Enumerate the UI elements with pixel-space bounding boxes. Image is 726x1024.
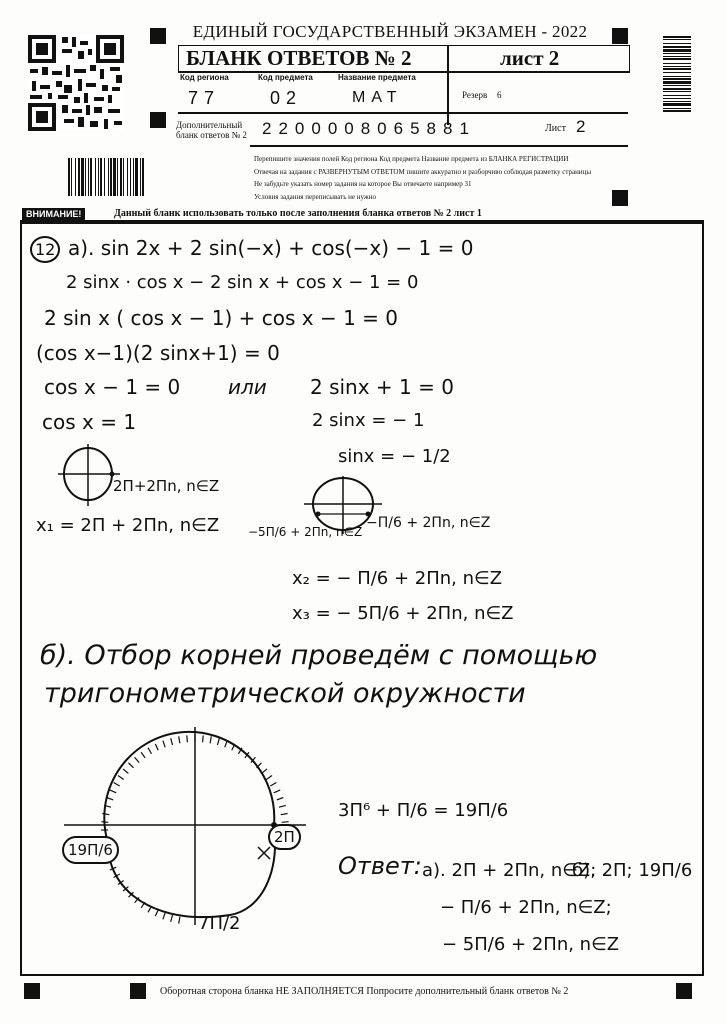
solution-or: или	[228, 375, 267, 399]
instruction-line: Не забудьте указать номер задания на которое Вы отвечаете например 31	[254, 180, 472, 188]
answer-line: − П/6 + 2Пn, n∈Z;	[440, 897, 612, 918]
instruction-line: Перепишите значения полей Код региона Код предмета Название предмета из БЛАНКА РЕГИСТРАЦИИ	[254, 155, 569, 163]
header-rule	[250, 145, 628, 147]
instruction-line: Условия задания переписывать не нужно	[254, 192, 376, 201]
answer-line: б). 2П; 19П/6	[572, 860, 693, 881]
root-label: 19П/6	[62, 836, 119, 864]
answer-line: − 5П/6 + 2Пn, n∈Z	[442, 934, 620, 955]
barcode-icon	[663, 36, 691, 138]
reserve-label: Резерв	[462, 90, 488, 100]
form-title: БЛАНК ОТВЕТОВ № 2	[186, 46, 412, 70]
solution-line: x₁ = 2П + 2Пn, n∈Z	[36, 515, 220, 536]
subject-name-label: Название предмета	[338, 73, 416, 82]
answer-line: а). 2П + 2Пn, n∈Z;	[422, 860, 597, 881]
unit-circle-sketch	[50, 440, 130, 510]
qr-code-icon	[28, 35, 124, 131]
extra-sheet-value: 2	[576, 117, 586, 136]
solution-line: 2 sinx = − 1	[312, 410, 425, 431]
instruction-line: Отвечая на задания с РАЗВЕРНУТЫМ ОТВЕТОМ пишите аккуратно и разборчиво соблюдая разметку страницы	[254, 167, 592, 176]
warning-text: Данный бланк использовать только после заполнения бланка ответов № 2 лист 1	[114, 208, 482, 219]
solution-line: б). Отбор корней проведём с помощью	[40, 640, 598, 671]
subject-code-value: 02	[270, 88, 303, 108]
answer-label: Ответ:	[338, 852, 422, 880]
circle-label: 2П+2Пn, n∈Z	[113, 477, 220, 495]
root-label: 7П/2	[198, 913, 241, 934]
reserve-value: 6	[497, 90, 502, 100]
alignment-marker	[150, 28, 166, 44]
header-rule	[178, 112, 628, 114]
solution-line: cos x − 1 = 0	[44, 375, 181, 399]
solution-line: тригонометрической окружности	[44, 678, 526, 709]
extra-form-label-line: Дополнительный	[176, 120, 243, 130]
solution-line: 2 sin x ( cos x − 1) + cos x − 1 = 0	[44, 306, 399, 330]
sheet-label: лист 2	[500, 46, 560, 70]
alignment-marker	[150, 112, 166, 128]
alignment-marker	[130, 983, 146, 999]
root-label: 2П	[268, 824, 301, 850]
subject-name-value: МАТ	[352, 89, 403, 106]
circle-label: −П/6 + 2Пn, n∈Z	[366, 515, 491, 531]
solution-line: 2 sinx · cos x − 2 sin x + cos x − 1 = 0	[66, 272, 419, 293]
solution-line: x₂ = − П/6 + 2Пn, n∈Z	[292, 568, 503, 589]
extra-sheet-label: Лист	[545, 123, 566, 134]
subject-code-label: Код предмета	[258, 73, 313, 82]
alignment-marker	[24, 983, 40, 999]
solution-line: a). sin 2x + 2 sin(−x) + cos(−x) − 1 = 0	[68, 236, 474, 260]
solution-line: cos x = 1	[42, 410, 137, 434]
region-code-value: 77	[188, 88, 221, 108]
extra-form-label	[176, 120, 247, 140]
circle-label: −5П/6 + 2Пn, n∈Z	[248, 525, 363, 539]
instructions	[254, 153, 591, 203]
warning-tag: ВНИМАНИЕ!	[22, 208, 85, 220]
exam-title: ЕДИНЫЙ ГОСУДАРСТВЕННЫЙ ЭКЗАМЕН - 2022	[192, 22, 588, 41]
region-code-label: Код региона	[180, 73, 229, 82]
calculation: 3П⁶ + П/6 = 19П/6	[338, 800, 509, 821]
alignment-marker	[676, 983, 692, 999]
barcode-icon	[68, 158, 240, 196]
alignment-marker	[612, 190, 628, 206]
solution-line: 2 sinx + 1 = 0	[310, 375, 454, 399]
alignment-marker	[612, 28, 628, 44]
task-number: 12	[30, 236, 60, 263]
task-number-badge	[30, 236, 60, 263]
extra-form-number: 2200008065881	[262, 119, 476, 138]
footer-note: Оборотная сторона бланка НЕ ЗАПОЛНЯЕТСЯ Попросите дополнительный бланк ответов № 2	[160, 986, 569, 997]
solution-line: x₃ = − 5П/6 + 2Пn, n∈Z	[292, 603, 514, 624]
solution-line: (cos x−1)(2 sinx+1) = 0	[36, 341, 280, 365]
solution-line: sinx = − 1/2	[338, 446, 451, 467]
extra-form-label-line: бланк ответов № 2	[176, 130, 247, 140]
